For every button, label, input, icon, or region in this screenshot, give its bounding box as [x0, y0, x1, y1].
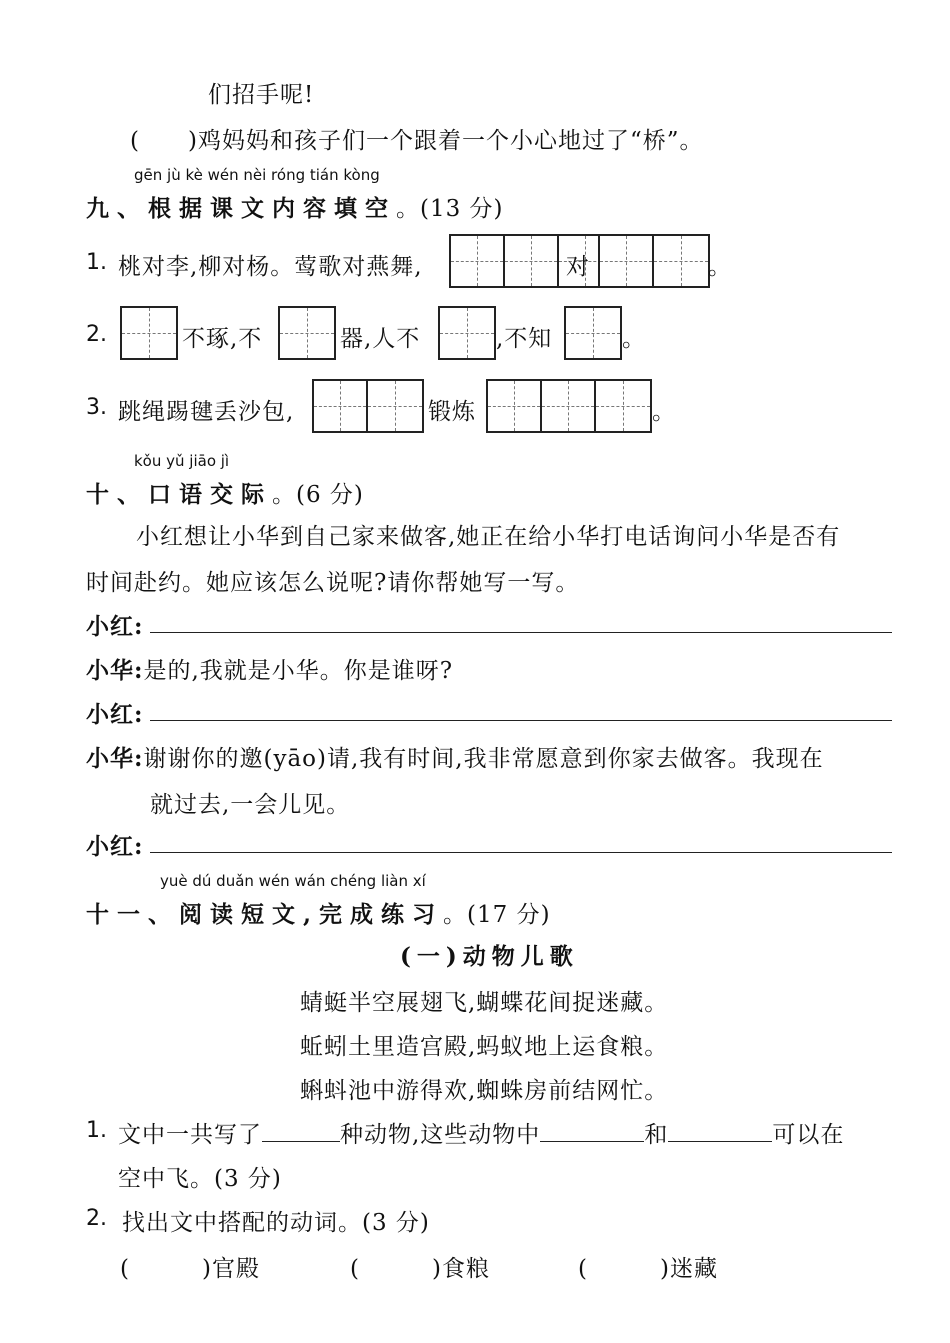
q3-text-b: 锻炼 — [428, 399, 476, 425]
q2-grid-3[interactable] — [438, 306, 496, 360]
q2-number: 2. — [86, 322, 107, 347]
q1-number: 1. — [86, 250, 107, 275]
answer-line-3[interactable] — [150, 852, 892, 853]
q3-grid-2[interactable] — [486, 379, 652, 433]
dialog-speaker: 小红: — [86, 613, 144, 640]
grid-cell[interactable] — [542, 381, 596, 431]
section11-title-text: 十一、阅读短文,完成练习 — [86, 901, 444, 928]
section10-title-text: 十、口语交际 — [86, 481, 272, 508]
grid-cell[interactable] — [488, 381, 542, 431]
answer-blank-count[interactable] — [262, 1119, 340, 1142]
section10-intro-2: 时间赴约。她应该怎么说呢?请你帮她写一写。 — [86, 570, 580, 596]
q1-text-b: 对 — [566, 254, 590, 280]
noun-word: 食粮 — [441, 1256, 490, 1282]
reading-q2-text: 找出文中搭配的动词。(3 分) — [122, 1210, 430, 1236]
verb-pair-3 — [578, 1250, 718, 1283]
reading-q1-text: 和 — [644, 1122, 669, 1148]
grid-cell[interactable] — [566, 308, 620, 358]
answer-line-1[interactable] — [150, 632, 892, 633]
noun-word: 官殿 — [211, 1256, 260, 1282]
grid-cell[interactable] — [596, 381, 650, 431]
q1-end: 。 — [708, 254, 732, 280]
reading-q1-number: 1. — [86, 1118, 107, 1143]
dialog-speaker: 小红: — [86, 833, 144, 860]
grid-cell[interactable] — [600, 236, 654, 286]
dialog-line-4b: 就过去,一会儿见。 — [150, 792, 351, 818]
section10-title — [86, 476, 364, 509]
q2-grid-1[interactable] — [120, 306, 178, 360]
q2-grid-4[interactable] — [564, 306, 622, 360]
grid-cell[interactable] — [440, 308, 494, 358]
section10-score: 。(6 分) — [272, 482, 364, 508]
answer-paren[interactable]: ( ) — [130, 128, 198, 154]
prev-question-line — [130, 122, 703, 155]
section9-pinyin: gēn jù kè wén nèi róng tián kòng — [134, 166, 380, 184]
section11-pinyin: yuè dú duǎn wén wán chéng liàn xí — [160, 872, 426, 890]
section9-title-text: 九、根据课文内容填空 — [86, 195, 396, 222]
q2-grid-2[interactable] — [278, 306, 336, 360]
answer-paren[interactable]: ( ) — [350, 1256, 442, 1282]
poem-line-1: 蜻蜓半空展翅飞,蝴蝶花间捉迷藏。 — [300, 990, 669, 1016]
reading-q1-line2: 空中飞。(3 分) — [118, 1166, 282, 1192]
q3-text-a: 跳绳踢毽丢沙包, — [118, 399, 295, 425]
q3-grid-1[interactable] — [312, 379, 424, 433]
answer-line-2[interactable] — [150, 720, 892, 721]
noun-word: 迷藏 — [669, 1256, 718, 1282]
q1-text-a: 桃对李,柳对杨。莺歌对燕舞, — [118, 254, 423, 280]
dialog-speaker: 小华: — [86, 657, 144, 684]
answer-paren[interactable]: ( ) — [120, 1256, 212, 1282]
reading-q1-text: 文中一共写了 — [118, 1122, 262, 1148]
verb-pair-2 — [350, 1250, 490, 1283]
answer-paren[interactable]: ( ) — [578, 1256, 670, 1282]
reading-q1-line — [118, 1116, 844, 1149]
section11-title — [86, 896, 551, 929]
answer-blank-animal-2[interactable] — [668, 1119, 772, 1142]
verb-pair-1 — [120, 1250, 260, 1283]
dialog-speaker: 小红: — [86, 701, 144, 728]
grid-cell[interactable] — [505, 236, 559, 286]
dialog-text: 谢谢你的邀(yāo)请,我有时间,我非常愿意到你家去做客。我现在 — [143, 746, 824, 772]
grid-cell[interactable] — [654, 236, 708, 286]
q1-grid-2[interactable] — [598, 234, 710, 288]
poem-line-3: 蝌蚪池中游得欢,蜘蛛房前结网忙。 — [300, 1078, 669, 1104]
q2-end: 。 — [622, 326, 646, 352]
continued-text: 们招手呢! — [208, 82, 315, 108]
reading-q1-text: 种动物,这些动物中 — [340, 1122, 541, 1148]
q2-text-c: ,不知 — [496, 326, 553, 352]
grid-cell[interactable] — [368, 381, 422, 431]
reading-q1-text: 可以在 — [772, 1122, 845, 1148]
section10-pinyin: kǒu yǔ jiāo jì — [134, 452, 230, 470]
dialog-speaker: 小华: — [86, 745, 144, 772]
section9-title — [86, 190, 504, 223]
section11-score: 。(17 分) — [443, 902, 551, 928]
grid-cell[interactable] — [451, 236, 505, 286]
grid-cell[interactable] — [122, 308, 176, 358]
section9-score: 。(13 分) — [396, 196, 504, 222]
answer-blank-animal-1[interactable] — [540, 1119, 644, 1142]
poem-line-2: 蚯蚓土里造宫殿,蚂蚁地上运食粮。 — [300, 1034, 669, 1060]
dialog-line-2 — [86, 652, 453, 685]
q3-number: 3. — [86, 395, 107, 420]
q3-end: 。 — [652, 399, 676, 425]
dialog-text: 是的,我就是小华。你是谁呀? — [143, 658, 454, 684]
section10-intro-1: 小红想让小华到自己家来做客,她正在给小华打电话询问小华是否有 — [136, 524, 841, 550]
q2-text-a: 不琢,不 — [182, 326, 263, 352]
grid-cell[interactable] — [280, 308, 334, 358]
reading-q2-number: 2. — [86, 1206, 107, 1231]
sentence-text: 鸡妈妈和孩子们一个跟着一个小心地过了“桥”。 — [197, 128, 704, 154]
dialog-line-4 — [86, 740, 824, 773]
grid-cell[interactable] — [314, 381, 368, 431]
passage-title: (一)动物儿歌 — [400, 943, 579, 970]
q2-text-b: 器,人不 — [340, 326, 421, 352]
